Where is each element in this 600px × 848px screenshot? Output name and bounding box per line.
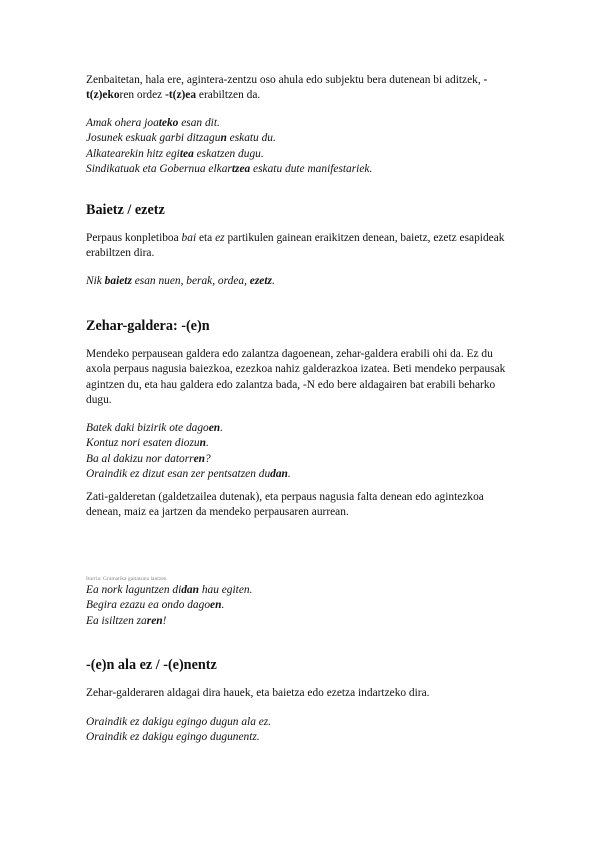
intro-example-3: Alkatearekin hitz egitea eskatzen dugu. [86, 147, 264, 160]
heading-en-ala-ez: -(e)n ala ez / -(e)nentz [86, 657, 217, 673]
zehar-example-6: Begira ezazu ea ondo dagoen. [86, 599, 225, 612]
zehar-example-3: Ba al dakizu nor datorren? [86, 452, 211, 465]
enala-paragraph: Zehar-galderaren aldagai dira hauek, eta baietza edo ezetza indartzeko dira. [86, 687, 430, 699]
enala-example-1: Oraindik ez dakigu egingo dugun ala ez. [86, 716, 272, 728]
intro-examples [86, 116, 516, 178]
intro-example-2: Josunek eskuak garbi ditzagun eskatu du. [86, 132, 276, 145]
heading-zehar-galdera: Zehar-galdera: -(e)n [86, 318, 210, 334]
intro-text-3: erabiltzen da. [196, 89, 261, 102]
baietz-italic-bai: bai [181, 232, 197, 244]
baietz-paragraph: Perpaus konpletiboa bai eta ez partikulen gainean eraikitzen denean, baietz, ezetz esapideak erabiltzen dira. [86, 232, 505, 260]
intro-bold-tea: -t(z)ea [165, 89, 197, 102]
intro-text-1: Zenbaitetan, hala ere, agintera-zentzu oso ahula edo subjektu bera dutenean bi aditzek, [86, 74, 484, 86]
source-note: Iturria: Gramatika gaitasuna lantzen [86, 576, 167, 582]
zehar-example-2: Kontuz nori esaten diozun. [86, 437, 209, 450]
intro-paragraph [86, 73, 516, 104]
intro-text-2: ren ordez [119, 89, 166, 102]
intro-example-1: Amak ohera joateko esan dit. [86, 117, 220, 129]
zehar-example-1: Batek daki bizirik ote dagoen. [86, 422, 224, 434]
zehar-paragraph-2: Zati-galderetan (galdetzailea dutenak), eta perpaus nagusia falta denean edo agintezkoa denean, maiz ea jartzen da mendeko perpausaren aurrean. [86, 491, 484, 519]
zehar-example-4: Oraindik ez dizut esan zer pentsatzen dudan. [86, 468, 291, 481]
intro-bold-teko: -t(z)eko [86, 74, 488, 102]
zehar-example-5: Ea nork laguntzen didan hau egiten. [86, 584, 253, 596]
heading-baietz-ezetz: Baietz / ezetz [86, 202, 165, 218]
baietz-example: Nik baietz esan nuen, berak, ordea, ezetz. [86, 275, 275, 287]
zehar-paragraph-1: Mendeko perpausean galdera edo zalantza dagoenean, zehar-galdera erabili ohi da. Ez du axola perpaus nagusia baiezkoa, ezezkoa nahiz galderazkoa izatea. Beti mendeko perpausak agintzen du, eta hau galdera edo zalantza bada, -N edo bere aldagairen bat erabili beharko dugu. [86, 348, 506, 407]
enala-example-2: Oraindik ez dakigu egingo dugunentz. [86, 731, 260, 744]
zehar-example-7: Ea isiltzen zaren! [86, 614, 167, 627]
zehar-examples-2 [86, 583, 516, 629]
baietz-italic-ez: ez [215, 232, 225, 244]
enala-examples [86, 715, 516, 746]
zehar-examples-1 [86, 421, 516, 483]
intro-example-4: Sindikatuak eta Gobernua elkartzea eskatu dute manifestariek. [86, 163, 373, 176]
